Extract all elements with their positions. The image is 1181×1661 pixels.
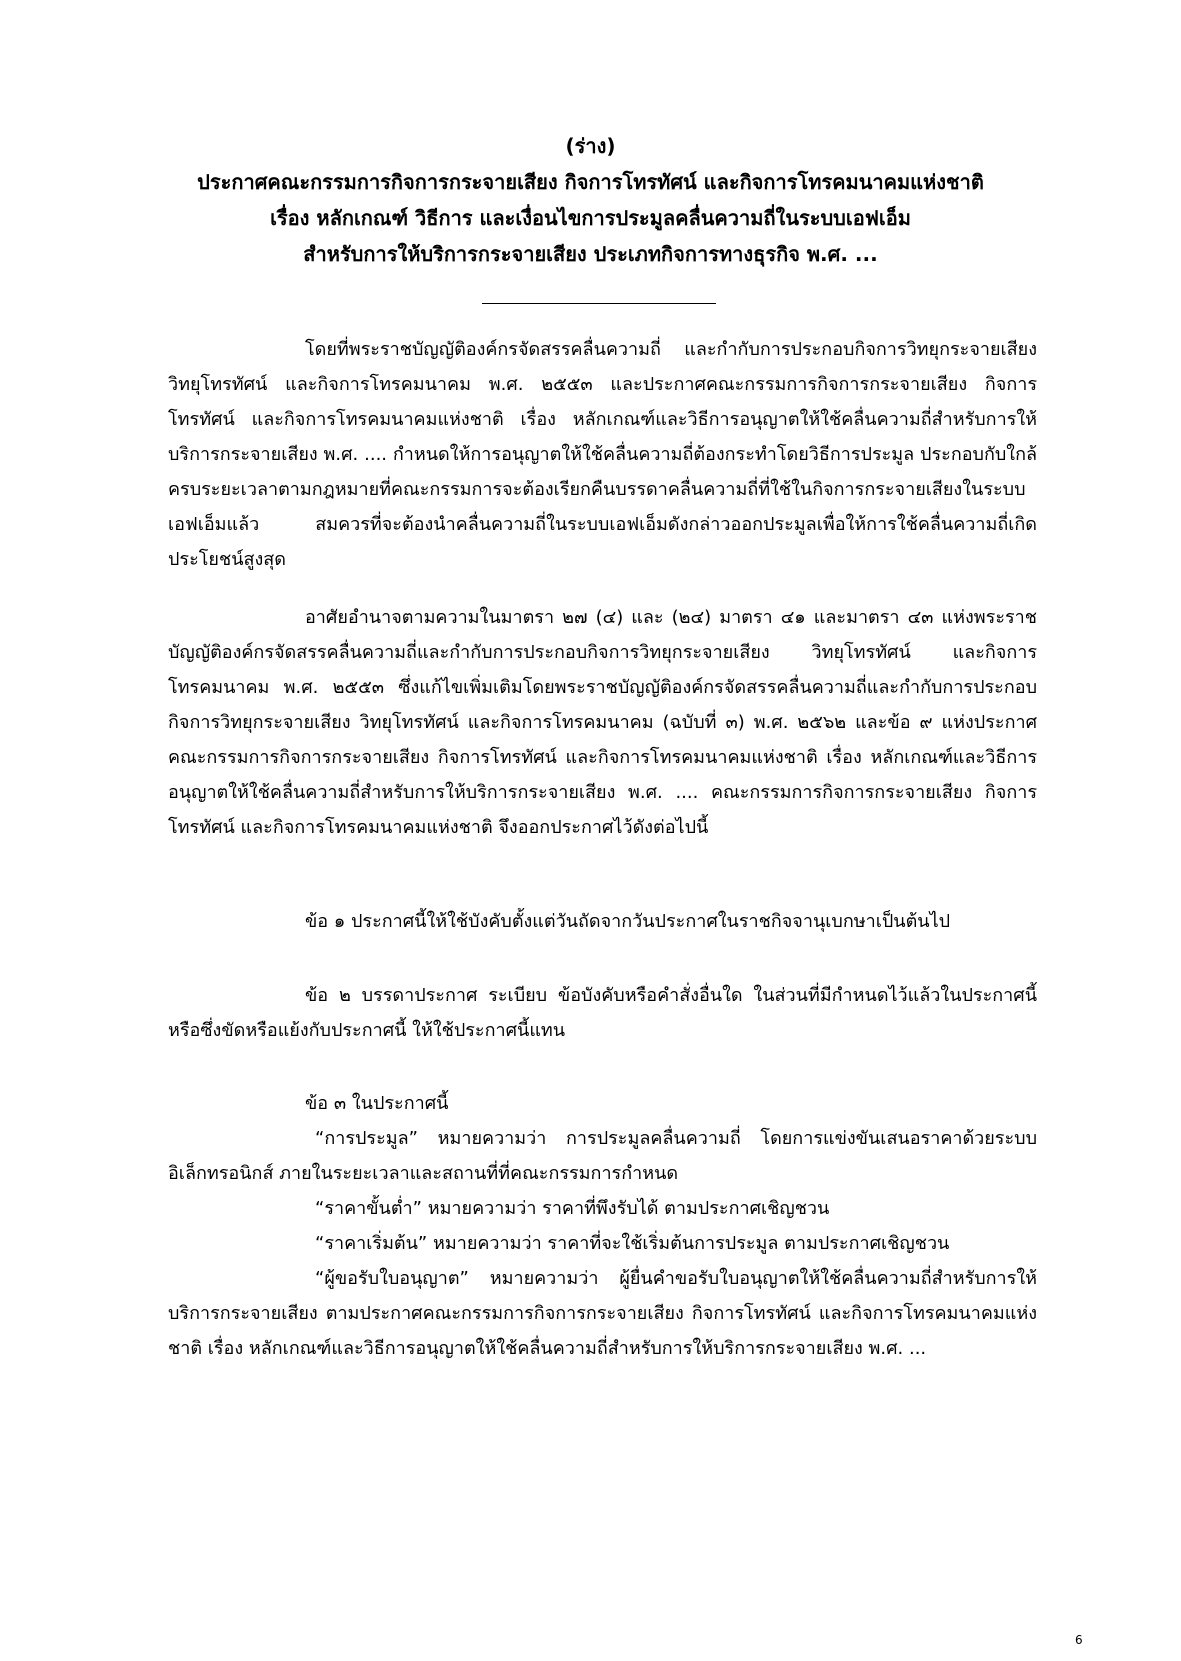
definition-item: “ราคาเริ่มต้น” หมายความว่า ราคาที่จะใช้เริ่มต้นการประมูล ตามประกาศเชิญชวน	[315, 1233, 950, 1254]
draft-mark: (ร่าง)	[565, 134, 616, 158]
definition-item: “ผู้ขอรับใบอนุญาต” หมายความว่า ผู้ยื่นคำขอรับใบอนุญาตให้ใช้คลื่นความถี่สำหรับการให้บริการกระจายเสียง ตามประกาศคณะกรรมการกิจการกระจายเสียง กิจการโทรทัศน์ และกิจการโทรคมนาคมแห่งชาติ เรื่อง หลักเกณฑ์และวิธีการอนุญาตให้ใช้คลื่นความถี่สำหรับการให้บริการกระจายเสียง พ.ศ. ...	[168, 1268, 1037, 1359]
clause-3-heading: ข้อ ๓ ในประกาศนี้	[305, 1093, 449, 1114]
definition-item: “ราคาขั้นต่ำ” หมายความว่า ราคาที่พึงรับได้ ตามประกาศเชิญชวน	[315, 1198, 830, 1219]
preamble-paragraph: โดยที่พระราชบัญญัติองค์กรจัดสรรคลื่นความถี่ และกำกับการประกอบกิจการวิทยุกระจายเสียง วิทยุโทรทัศน์ และกิจการโทรคมนาคม พ.ศ. ๒๕๕๓ และประกาศคณะกรรมการกิจการกระจายเสียง กิจการโทรทัศน์ และกิจการโทรคมนาคมแห่งชาติ เรื่อง หลักเกณฑ์และวิธีการอนุญาตให้ใช้คลื่นความถี่สำหรับการให้บริการกระจายเสียง พ.ศ. .... กำหนดให้การอนุญาตให้ใช้คลื่นความถี่ต้องกระทำโดยวิธีการประมูล ประกอบกับใกล้ครบระยะเวลาตามกฎหมายที่คณะกรรมการจะต้องเรียกคืนบรรดาคลื่นความถี่ที่ใช้ในกิจการกระจายเสียงในระบบเอฟเอ็มแล้ว สมควรที่จะต้องนำคลื่นความถี่ในระบบเอฟเอ็มดังกล่าวออกประมูลเพื่อให้การใช้คลื่นความถี่เกิดประโยชน์สูงสุด	[168, 339, 1037, 570]
title-line-2: เรื่อง หลักเกณฑ์ วิธีการ และเงื่อนไขการประมูลคลื่นความถี่ในระบบเอฟเอ็ม	[270, 206, 911, 230]
title-line-1: ประกาศคณะกรรมการกิจการกระจายเสียง กิจการโทรทัศน์ และกิจการโทรคมนาคมแห่งชาติ	[197, 170, 984, 194]
clause-1: ข้อ ๑ ประกาศนี้ให้ใช้บังคับตั้งแต่วันถัดจากวันประกาศในราชกิจจานุเบกษาเป็นต้นไป	[305, 911, 951, 932]
page-number: 6	[1075, 1633, 1083, 1647]
authority-paragraph: อาศัยอำนาจตามความในมาตรา ๒๗ (๔) และ (๒๔) มาตรา ๔๑ และมาตรา ๔๓ แห่งพระราชบัญญัติองค์กรจัดสรรคลื่นความถี่และกำกับการประกอบกิจการวิทยุกระจายเสียง วิทยุโทรทัศน์ และกิจการโทรคมนาคม พ.ศ. ๒๕๕๓ ซึ่งแก้ไขเพิ่มเติมโดยพระราชบัญญัติองค์กรจัดสรรคลื่นความถี่และกำกับการประกอบกิจการวิทยุกระจายเสียง วิทยุโทรทัศน์ และกิจการโทรคมนาคม (ฉบับที่ ๓) พ.ศ. ๒๕๖๒ และข้อ ๙ แห่งประกาศคณะกรรมการกิจการกระจายเสียง กิจการโทรทัศน์ และกิจการโทรคมนาคมแห่งชาติ เรื่อง หลักเกณฑ์และวิธีการอนุญาตให้ใช้คลื่นความถี่สำหรับการให้บริการกระจายเสียง พ.ศ. .... คณะกรรมการกิจการกระจายเสียง กิจการโทรทัศน์ และกิจการโทรคมนาคมแห่งชาติ จึงออกประกาศไว้ดังต่อไปนี้	[168, 607, 1037, 838]
definitions-list	[168, 1121, 1037, 1366]
title-line-3: สำหรับการให้บริการกระจายเสียง ประเภทกิจการทางธุรกิจ พ.ศ. ...	[303, 242, 878, 266]
definition-item: “การประมูล” หมายความว่า การประมูลคลื่นความถี่ โดยการแข่งขันเสนอราคาด้วยระบบอิเล็กทรอนิกส์ ภายในระยะเวลาและสถานที่ที่คณะกรรมการกำหนด	[168, 1128, 1037, 1184]
document-header	[0, 128, 1181, 272]
clause-2: ข้อ ๒ บรรดาประกาศ ระเบียบ ข้อบังคับหรือคำสั่งอื่นใด ในส่วนที่มีกำหนดไว้แล้วในประกาศนี้ หรือซึ่งขัดหรือแย้งกับประกาศนี้ ให้ใช้ประกาศนี้แทน	[168, 985, 1037, 1041]
header-divider	[482, 303, 716, 304]
